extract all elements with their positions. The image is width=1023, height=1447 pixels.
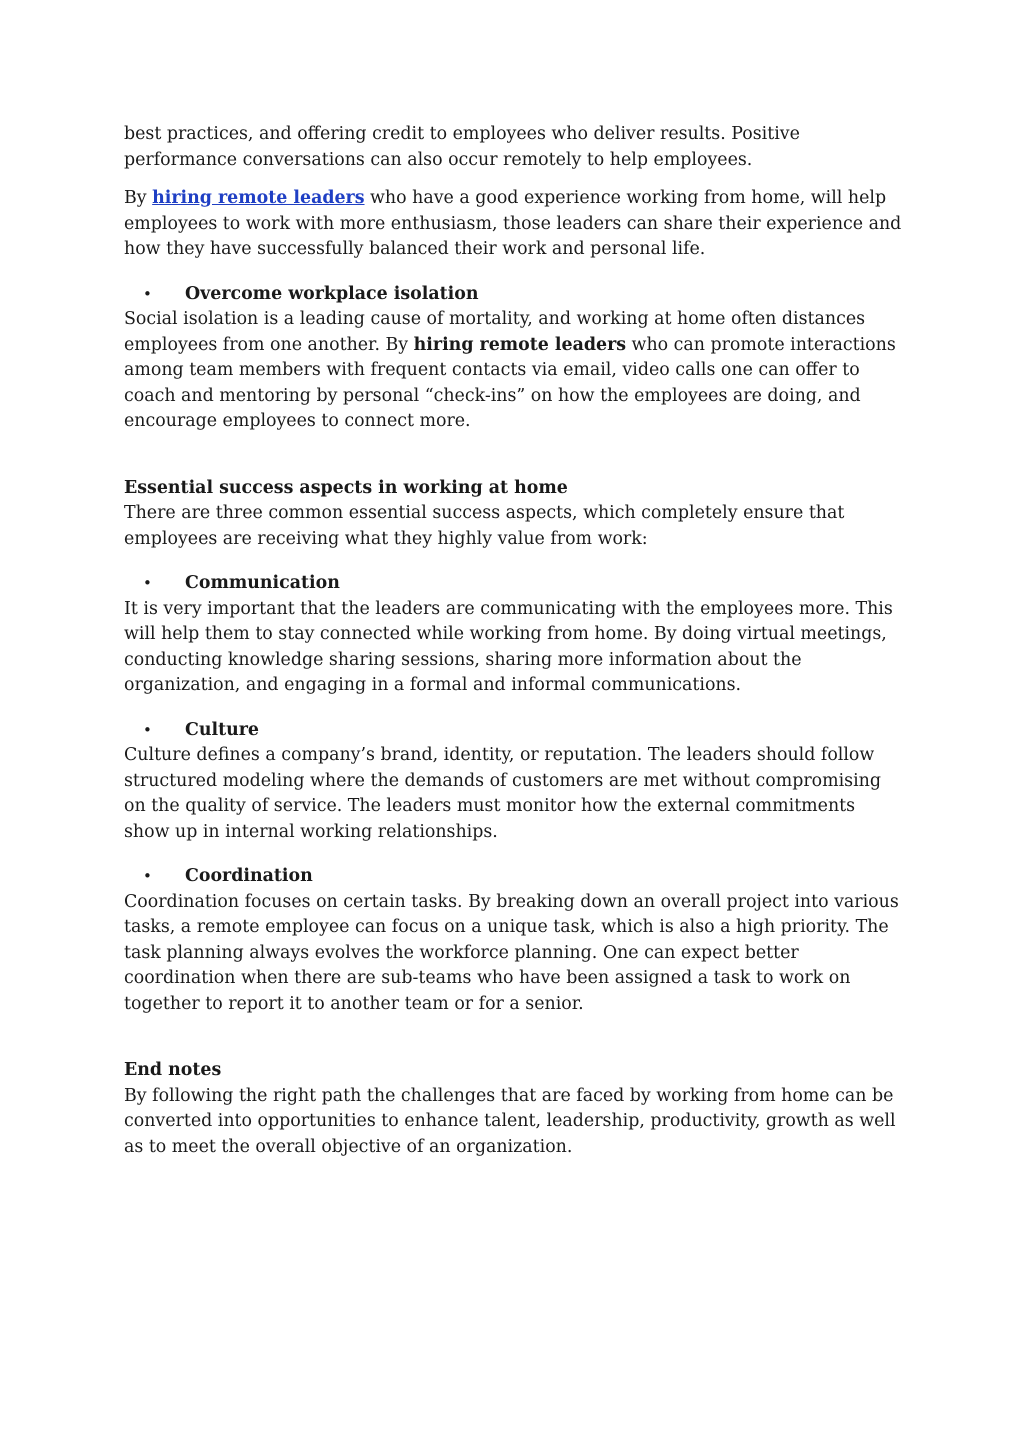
bullet-isolation — [124, 282, 904, 308]
document-page — [124, 122, 904, 1160]
essentials-heading: Essential success aspects in working at home — [124, 477, 568, 498]
coordination-paragraph: Coordination focuses on certain tasks. By breaking down an overall project into various tasks, a remote employee can focus on a unique task, which is also a high priority. The task planning always evolves the workforce planning. One can expect better coordination when there are sub-teams who have been assigned a task to work on together to report it to another team or for a senior. — [124, 891, 899, 1014]
end-notes-heading: End notes — [124, 1060, 222, 1080]
bullet-coordination-title: Coordination — [185, 866, 313, 886]
bullet-communication-title: Communication — [185, 573, 340, 593]
bullet-coordination — [124, 864, 904, 890]
bullet-dot-icon: • — [143, 720, 152, 739]
intro-paragraph-2 — [124, 186, 904, 263]
essentials-intro: There are three common essential success aspects, which completely ensure that employees are receiving what they highly value from work: — [124, 503, 845, 549]
bullet-culture-title: Culture — [185, 719, 259, 740]
isolation-text-prefix: Social isolation is a leading cause of mortality, and working at home often distances employees from one another. By — [124, 309, 866, 355]
isolation-text-suffix: who can promote interactions among team members with frequent contacts via email, video calls one can offer to coach and mentoring by personal “check-ins” on how the employees are doing, and encourage employees to connect more. — [124, 334, 896, 431]
bullet-dot-icon: • — [143, 574, 152, 592]
intro-paragraph-2-prefix: By — [124, 188, 153, 208]
bullet-culture — [124, 718, 904, 744]
isolation-bold-phrase: hiring remote leaders — [413, 334, 627, 355]
bullet-dot-icon: • — [143, 284, 152, 303]
hiring-remote-leaders-link[interactable]: hiring remote leaders — [152, 188, 365, 208]
communication-paragraph: It is very important that the leaders are communicating with the employees more. This will help them to stay connected while working from home. By doing virtual meetings, conducting knowledge sharing sessions, sharing more information about the organization, and engaging in a formal and informal communications. — [124, 598, 893, 695]
culture-paragraph: Culture defines a company’s brand, identity, or reputation. The leaders should follow structured modeling where the demands of customers are met without compromising on the quality of service. The leaders must monitor how the external commitments show up in internal working relationships. — [124, 745, 881, 842]
intro-paragraph-1: best practices, and offering credit to employees who deliver results. Positive performance conversations can also occur remotely to help employees. — [124, 124, 800, 170]
bullet-dot-icon: • — [143, 867, 152, 885]
isolation-paragraph — [124, 307, 904, 435]
end-notes-paragraph: By following the right path the challenges that are faced by working from home can be converted into opportunities to enhance talent, leadership, productivity, growth as well as to meet the overall objective of an organization. — [124, 1085, 896, 1157]
intro-paragraph-2-suffix: who have a good experience working from home, will help employees to work with more enthusiasm, those leaders can share their experience and how they have successfully balanced their work and personal life. — [124, 188, 902, 259]
bullet-communication — [124, 571, 904, 597]
bullet-isolation-title: Overcome workplace isolation — [185, 283, 479, 304]
